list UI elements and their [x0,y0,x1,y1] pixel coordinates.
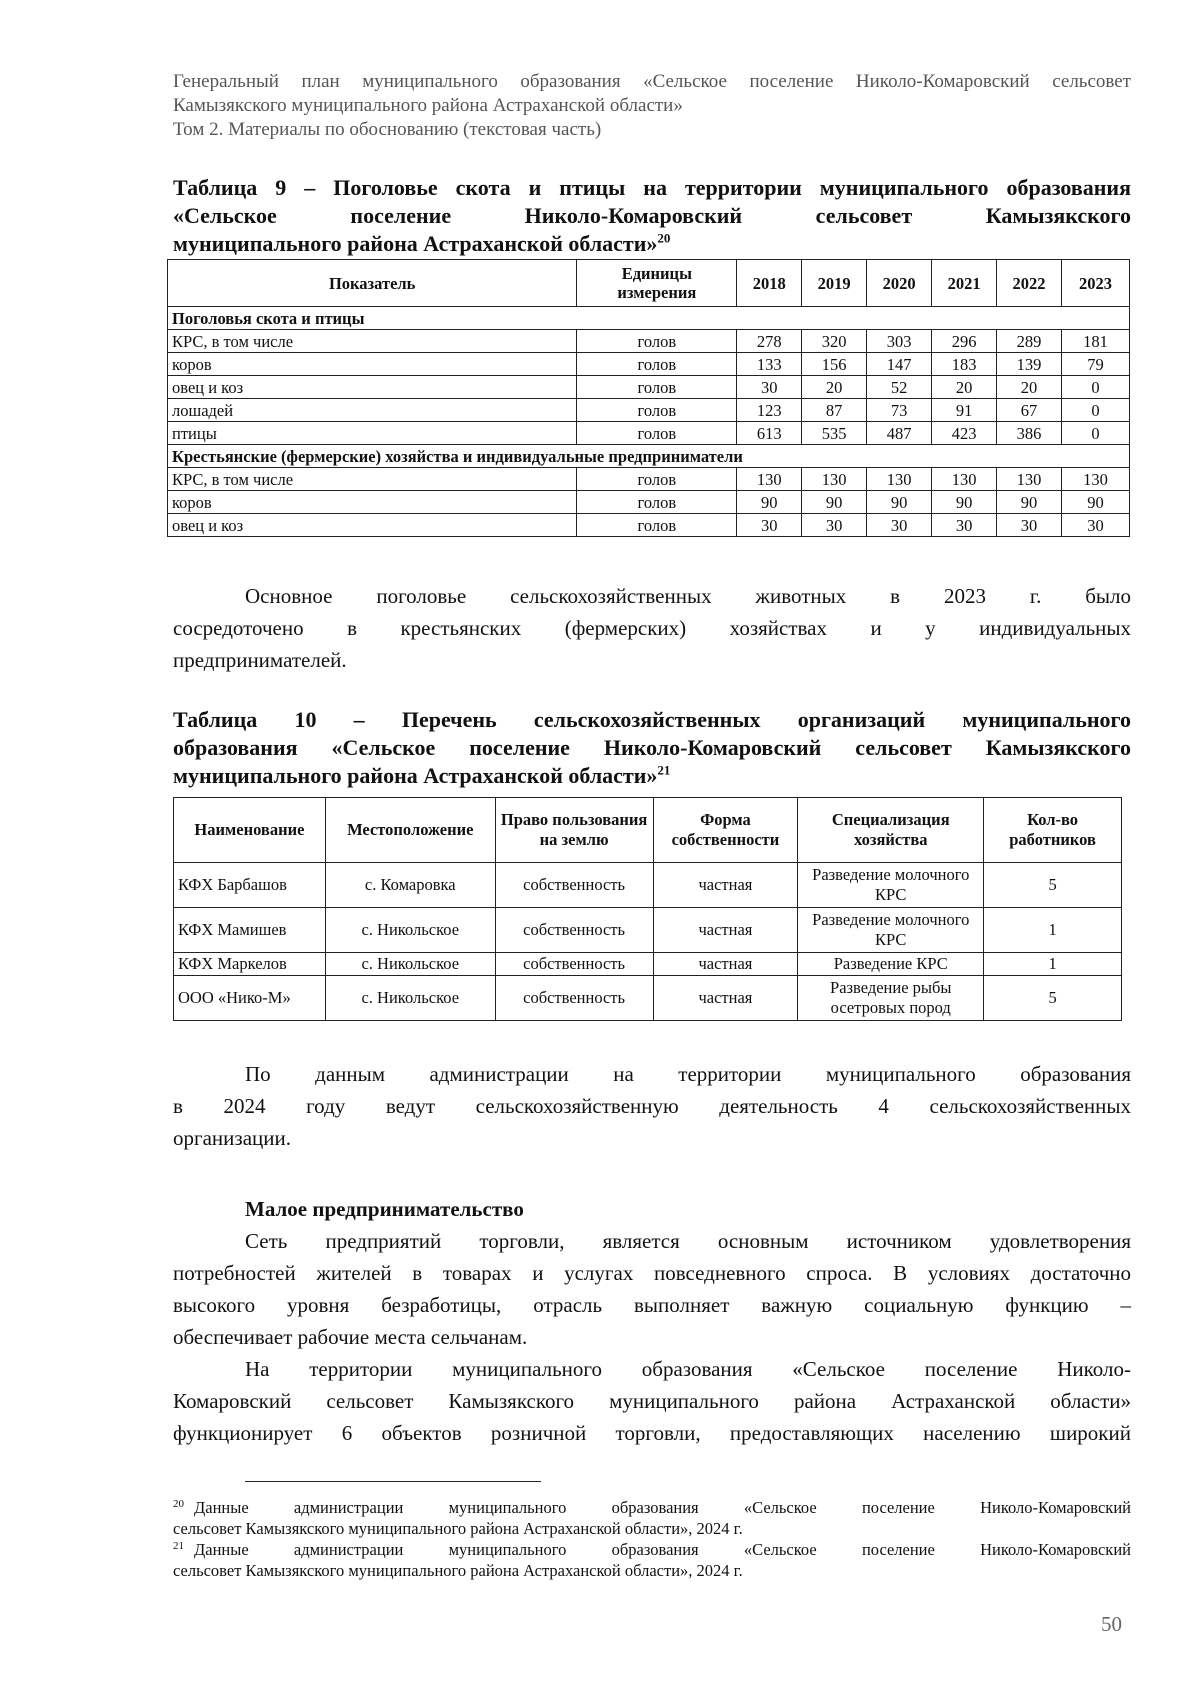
section-heading: Малое предпринимательство [245,1197,524,1221]
livestock-table [167,259,1130,537]
footnotes [173,1497,1131,1581]
paragraph-trade-network [173,1225,1131,1353]
caption-line: Таблица 10 – Перечень сельскохозяйственных организаций муниципального [173,707,1131,732]
footnote-ref: 21 [657,762,671,778]
table-row [174,908,1122,953]
table-row [168,491,1130,514]
cell: частная [653,953,798,976]
agri-organizations-table [173,797,1122,1021]
cell: Разведение молочного КРС [798,863,984,908]
cell: 386 [997,422,1062,445]
cell: 156 [802,353,867,376]
footnote-number: 21 [173,1539,184,1552]
col-header: 2021 [932,260,997,307]
col-header: 2018 [737,260,802,307]
cell: 5 [984,976,1122,1021]
header-line: Том 2. Материалы по обоснованию (текстовая часть) [173,119,602,140]
cell: 30 [932,514,997,537]
cell: ООО «Нико-М» [174,976,326,1021]
table-row [168,376,1130,399]
text-line: сосредоточено в крестьянских (фермерских) хозяйствах и у индивидуальных [173,616,1131,640]
col-header: Единицы измерения [577,260,737,307]
col-header: 2020 [867,260,932,307]
table-row [174,863,1122,908]
cell: Разведение рыбы осетровых пород [798,976,984,1021]
table-row [168,399,1130,422]
text-line: Основное поголовье сельскохозяйственных животных в 2023 г. было [245,584,1131,608]
cell: 67 [997,399,1062,422]
col-header: Наименование [174,798,326,863]
cell: 133 [737,353,802,376]
footnote-line: сельсовет Камызякского муниципального района Астраханской области», 2024 г. [173,1561,743,1580]
cell: с. Никольское [325,976,495,1021]
table-row [168,330,1130,353]
cell: 91 [932,399,997,422]
table-row [168,514,1130,537]
cell: 535 [802,422,867,445]
cell: собственность [495,863,653,908]
text-line: обеспечивает рабочие места сельчанам. [173,1325,528,1349]
cell: 130 [802,468,867,491]
col-header: Право пользования на землю [495,798,653,863]
caption-line [173,762,1131,790]
cell: голов [577,330,737,353]
cell: частная [653,863,798,908]
text-line: предпринимателей. [173,648,347,672]
cell: 73 [867,399,932,422]
cell: 613 [737,422,802,445]
cell: КФХ Маркелов [174,953,326,976]
header-line: Генеральный план муниципального образования «Сельское поселение Николо-Комаровский сельсовет [173,71,1131,92]
cell: 423 [932,422,997,445]
cell: голов [577,422,737,445]
cell: 1 [984,908,1122,953]
cell: 90 [737,491,802,514]
cell: 52 [867,376,932,399]
cell: 1 [984,953,1122,976]
cell: КРС, в том числе [168,468,577,491]
cell: 30 [737,376,802,399]
cell: овец и коз [168,376,577,399]
cell: Разведение молочного КРС [798,908,984,953]
caption-line: Таблица 9 – Поголовье скота и птицы на территории муниципального образования [173,175,1131,200]
cell: с. Никольское [325,908,495,953]
cell: голов [577,514,737,537]
cell: 130 [867,468,932,491]
section-label: Поголовья скота и птицы [168,307,1130,330]
table-row [174,953,1122,976]
cell: 130 [932,468,997,491]
table-row [168,353,1130,376]
cell: собственность [495,953,653,976]
col-header: 2022 [997,260,1062,307]
cell: 130 [737,468,802,491]
table10-caption [173,706,1131,790]
col-header: Местоположение [325,798,495,863]
cell: частная [653,908,798,953]
cell: 289 [997,330,1062,353]
text-line: функционирует 6 объектов розничной торговли, предоставляющих населению широкий [173,1421,1131,1445]
col-header: Специализация хозяйства [798,798,984,863]
cell: 5 [984,863,1122,908]
col-header: Форма собственности [653,798,798,863]
cell: КРС, в том числе [168,330,577,353]
paragraph-retail-objects [173,1353,1131,1449]
cell: собственность [495,908,653,953]
table-section-row [168,445,1130,468]
caption-line: «Сельское поселение Николо-Комаровский сельсовет Камызякского [173,203,1131,228]
cell: с. Никольское [325,953,495,976]
table-header-row [168,260,1130,307]
footnote-separator [245,1481,541,1482]
table-row [174,976,1122,1021]
cell: голов [577,468,737,491]
col-header: Показатель [168,260,577,307]
cell: 30 [997,514,1062,537]
text-line: На территории муниципального образования «Сельское поселение Николо- [245,1357,1131,1381]
cell: 147 [867,353,932,376]
cell: 30 [802,514,867,537]
cell: коров [168,491,577,514]
col-header: Кол-во работников [984,798,1122,863]
cell: птицы [168,422,577,445]
paragraph-livestock-summary [173,580,1131,676]
caption-text: муниципального района Астраханской области» [173,231,658,256]
footnote-line: сельсовет Камызякского муниципального района Астраханской области», 2024 г. [173,1519,743,1538]
page-number: 50 [1101,1612,1122,1636]
cell: 90 [997,491,1062,514]
cell: 278 [737,330,802,353]
cell: 30 [867,514,932,537]
cell: 90 [802,491,867,514]
section-label: Крестьянские (фермерские) хозяйства и индивидуальные предприниматели [168,445,1130,468]
footnote-line [173,1497,1131,1518]
cell: 183 [932,353,997,376]
cell: собственность [495,976,653,1021]
text-line: По данным администрации на территории муниципального образования [245,1062,1131,1086]
col-header: 2023 [1062,260,1130,307]
table9-caption [173,174,1131,258]
cell: голов [577,353,737,376]
cell: 30 [737,514,802,537]
cell: 139 [997,353,1062,376]
cell: с. Комаровка [325,863,495,908]
cell: лошадей [168,399,577,422]
cell: КФХ Барбашов [174,863,326,908]
cell: 20 [997,376,1062,399]
cell: 90 [932,491,997,514]
footnote-ref: 20 [657,230,671,246]
cell: 130 [997,468,1062,491]
table-header-row [174,798,1122,863]
cell: голов [577,376,737,399]
cell: 296 [932,330,997,353]
table-section-row [168,307,1130,330]
cell: голов [577,399,737,422]
cell: 181 [1062,330,1130,353]
cell: 320 [802,330,867,353]
caption-line: образования «Сельское поселение Николо-Комаровский сельсовет Камызякского [173,735,1131,760]
header-line: Камызякского муниципального района Астраханской области» [173,95,683,116]
col-header: 2019 [802,260,867,307]
cell: 79 [1062,353,1130,376]
cell: 20 [932,376,997,399]
paragraph-organizations-count [173,1058,1131,1154]
cell: КФХ Мамишев [174,908,326,953]
text-line: Сеть предприятий торговли, является основным источником удовлетворения [245,1229,1131,1253]
footnote [173,1539,1131,1581]
cell: частная [653,976,798,1021]
cell: коров [168,353,577,376]
cell: 123 [737,399,802,422]
cell: 30 [1062,514,1130,537]
footnote-line [173,1539,1131,1560]
cell: овец и коз [168,514,577,537]
footnote [173,1497,1131,1539]
footnote-number: 20 [173,1497,184,1510]
caption-text: муниципального района Астраханской области» [173,763,658,788]
cell: голов [577,491,737,514]
cell: 0 [1062,422,1130,445]
cell: Разведение КРС [798,953,984,976]
table-row [168,422,1130,445]
table-row [168,468,1130,491]
caption-line [173,230,1131,258]
cell: 20 [802,376,867,399]
text-line: Комаровский сельсовет Камызякского муниципального района Астраханской области» [173,1389,1131,1413]
text-line: высокого уровня безработицы, отрасль выполняет важную социальную функцию – [173,1293,1131,1317]
footnote-text: Данные администрации муниципального образования «Сельское поселение Николо-Комаровский [194,1498,1131,1517]
footnote-text: Данные администрации муниципального образования «Сельское поселение Николо-Комаровский [194,1540,1131,1559]
cell: 303 [867,330,932,353]
cell: 0 [1062,376,1130,399]
cell: 487 [867,422,932,445]
running-header [173,70,1131,142]
text-line: в 2024 году ведут сельскохозяйственную деятельность 4 сельскохозяйственных [173,1094,1131,1118]
cell: 130 [1062,468,1130,491]
text-line: потребностей жителей в товарах и услугах повседневного спроса. В условиях достаточно [173,1261,1131,1285]
cell: 90 [867,491,932,514]
cell: 0 [1062,399,1130,422]
cell: 90 [1062,491,1130,514]
text-line: организации. [173,1126,291,1150]
cell: 87 [802,399,867,422]
